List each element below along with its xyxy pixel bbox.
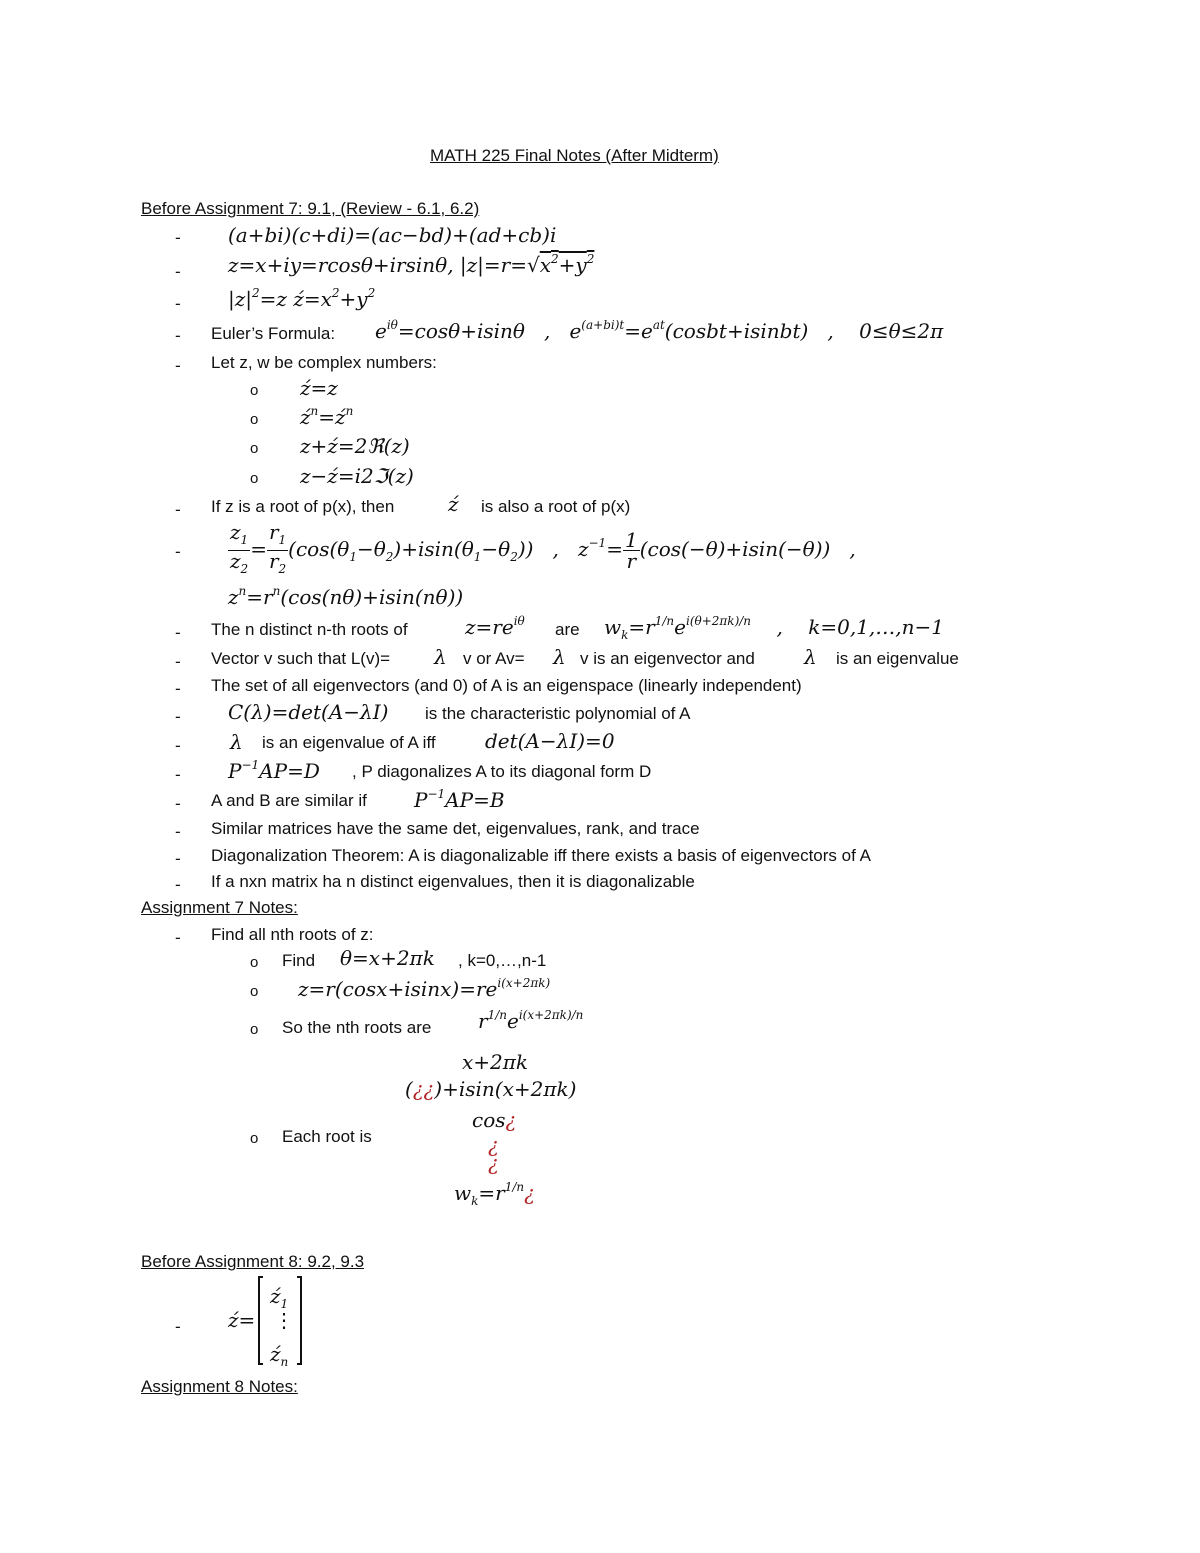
section-heading-before-assignment-7: Before Assignment 7: 9.1, (Review - 6.1, 6.2): [141, 199, 480, 218]
dash: -: [175, 765, 181, 784]
find-label: Find: [282, 951, 316, 970]
formula-nth-root-expression: $r^{1/n}e^{i(x+2\pi k)/n}$: [478, 1008, 584, 1033]
bullet: o: [250, 1021, 259, 1038]
section-heading-assignment-7-notes: Assignment 7 Notes:: [141, 898, 298, 917]
find-roots-text: Find all nth roots of z:: [211, 925, 374, 944]
section-heading-before-assignment-8: Before Assignment 8: 9.2, 9.3: [141, 1252, 365, 1271]
bullet: o: [250, 1130, 259, 1147]
eigenvalue-iff-text: is an eigenvalue of A iff: [262, 733, 436, 752]
formula-conjugate-power: $ź^n=ź^n$: [300, 404, 354, 429]
similar-properties-text: Similar matrices have the same det, eigenvalues, rank, and trace: [211, 819, 700, 838]
vector-entry-1: $ź_1$: [270, 1284, 289, 1311]
section-heading-assignment-8-notes: Assignment 8 Notes:: [141, 1377, 298, 1396]
formula-fragment-cos: cos¿: [472, 1108, 517, 1132]
formula-similar: $P^{-1}AP=B$: [414, 787, 505, 812]
dash: -: [175, 500, 181, 519]
formula-fragment-red-2: ¿: [488, 1151, 499, 1175]
formula-wk: $w_k=r^{1/n}e^{i(\theta+2\pi k)/n}$ , k=0,1,…,n−1: [604, 614, 945, 642]
lambda-symbol: λ: [230, 730, 243, 754]
k-range-text: , k=0,…,n-1: [458, 951, 547, 970]
page-title: MATH 225 Final Notes (After Midterm): [430, 146, 719, 165]
formula-z-conjugate: ź: [448, 492, 459, 516]
complex-numbers-intro: Let z, w be complex numbers:: [211, 353, 437, 372]
formula-real-part: z+ź=2ℜ(z): [300, 434, 410, 458]
bullet: o: [250, 470, 259, 487]
eigen-text-2: v or Av=: [463, 649, 525, 668]
formula-characteristic: C(λ)=det(A−λI): [228, 700, 389, 724]
formula-fragment-red-1: ¿: [488, 1133, 499, 1157]
diagonalization-theorem-text: Diagonalization Theorem: A is diagonalizable iff there exists a basis of eigenvectors of A: [211, 846, 871, 865]
bullet: o: [250, 382, 259, 399]
dash: -: [175, 849, 181, 868]
formula-det-zero: det(A−λI)=0: [485, 729, 615, 753]
formula-modulus-squared: $|z|^2=z$ $ź=x^2+y^2$: [228, 286, 376, 311]
formula-polar-form: z=x+iy=rcosθ+irsinθ, $|z|=r=√x^2+y^2$: [228, 252, 595, 277]
diagonalize-text: , P diagonalizes A to its diagonal form D: [352, 762, 652, 781]
formula-imaginary-part: z−ź=i2ℑ(z): [300, 464, 414, 488]
root-conjugate-text-2: is also a root of p(x): [481, 497, 631, 516]
dash: -: [175, 228, 181, 247]
formula-euler: $e^{i\theta}=\cos\theta+isin\theta$ , $e^{(a+bi)t}=e^{at}(cosbt+isinbt)$ , 0≤θ≤2π: [375, 318, 944, 343]
similar-text: A and B are similar if: [211, 791, 367, 810]
formula-fragment-numerator: x+2πk: [462, 1050, 529, 1074]
dash: -: [175, 928, 181, 947]
formula-wk-root: $w_k=r^{1/n}¿$: [454, 1180, 535, 1208]
nth-roots-are: are: [555, 620, 580, 639]
formula-quotient-inverse: $\frac{z_1}{z_2}$ = $\frac{r_1}{r_2}$ $(\cos(\theta_1-\theta_2)+isin(\theta_1-\theta_2))$ , $z^{-1}=$ $\frac{1}{r}$ (cos(−θ)+isin(−θ)) ,: [230, 520, 856, 576]
dash: -: [175, 623, 181, 642]
root-conjugate-text: If z is a root of p(x), then: [211, 497, 395, 516]
bullet: o: [250, 440, 259, 457]
formula-diagonalize: $P^{-1}AP=D$: [228, 758, 320, 783]
euler-label: Euler’s Formula:: [211, 324, 336, 343]
bullet: o: [250, 983, 259, 1000]
dash: -: [175, 875, 181, 894]
distinct-eigenvalues-text: If a nxn matrix ha n distinct eigenvalues, then it is diagonalizable: [211, 872, 695, 891]
dash: -: [175, 326, 181, 345]
so-roots-text: So the nth roots are: [282, 1018, 432, 1037]
dash: -: [175, 542, 181, 561]
formula-theta-find: θ=x+2πk: [340, 946, 435, 970]
formula-fragment-sum: (¿¿)+isin(x+2πk): [405, 1077, 577, 1101]
formula-z-polar: $z=re^{i\theta}$: [465, 614, 525, 639]
each-root-text: Each root is: [282, 1127, 372, 1146]
formula-conjugate-conjugate: ź=z: [300, 376, 338, 400]
characteristic-text: is the characteristic polynomial of A: [425, 704, 691, 723]
dash: -: [175, 294, 181, 313]
dash: -: [175, 822, 181, 841]
dash: -: [175, 707, 181, 726]
eigen-text-3: v is an eigenvector and: [580, 649, 755, 668]
dash: -: [175, 1317, 181, 1336]
dash: -: [175, 356, 181, 375]
dash: -: [175, 262, 181, 281]
vector-vdots: ⋮: [274, 1308, 294, 1332]
eigen-text-1: Vector v such that L(v)=: [211, 649, 391, 668]
eigen-text-4: is an eigenvalue: [836, 649, 959, 668]
formula-complex-product: (a+bi)(c+di)=(ac−bd)+(ad+cb)i: [228, 223, 557, 247]
vector-entry-n: $ź_n$: [270, 1342, 289, 1369]
lambda-symbol: λ: [553, 645, 566, 669]
formula-vector-conjugate-label: ź=: [228, 1308, 256, 1332]
formula-de-moivre: $z^n=r^n(\cos(n\theta)+isin(n\theta))$: [228, 584, 464, 609]
dash: -: [175, 679, 181, 698]
dash: -: [175, 736, 181, 755]
bullet: o: [250, 954, 259, 971]
dash: -: [175, 652, 181, 671]
lambda-symbol: λ: [434, 645, 447, 669]
formula-z-expanded: $z=r(\cos x+isinx)=re^{i(x+2\pi k)}$: [298, 976, 551, 1001]
dash: -: [175, 794, 181, 813]
nth-roots-text: The n distinct n-th roots of: [211, 620, 408, 639]
bullet: o: [250, 411, 259, 428]
eigenspace-text: The set of all eigenvectors (and 0) of A is an eigenspace (linearly independent): [211, 676, 802, 695]
lambda-symbol: λ: [804, 645, 817, 669]
